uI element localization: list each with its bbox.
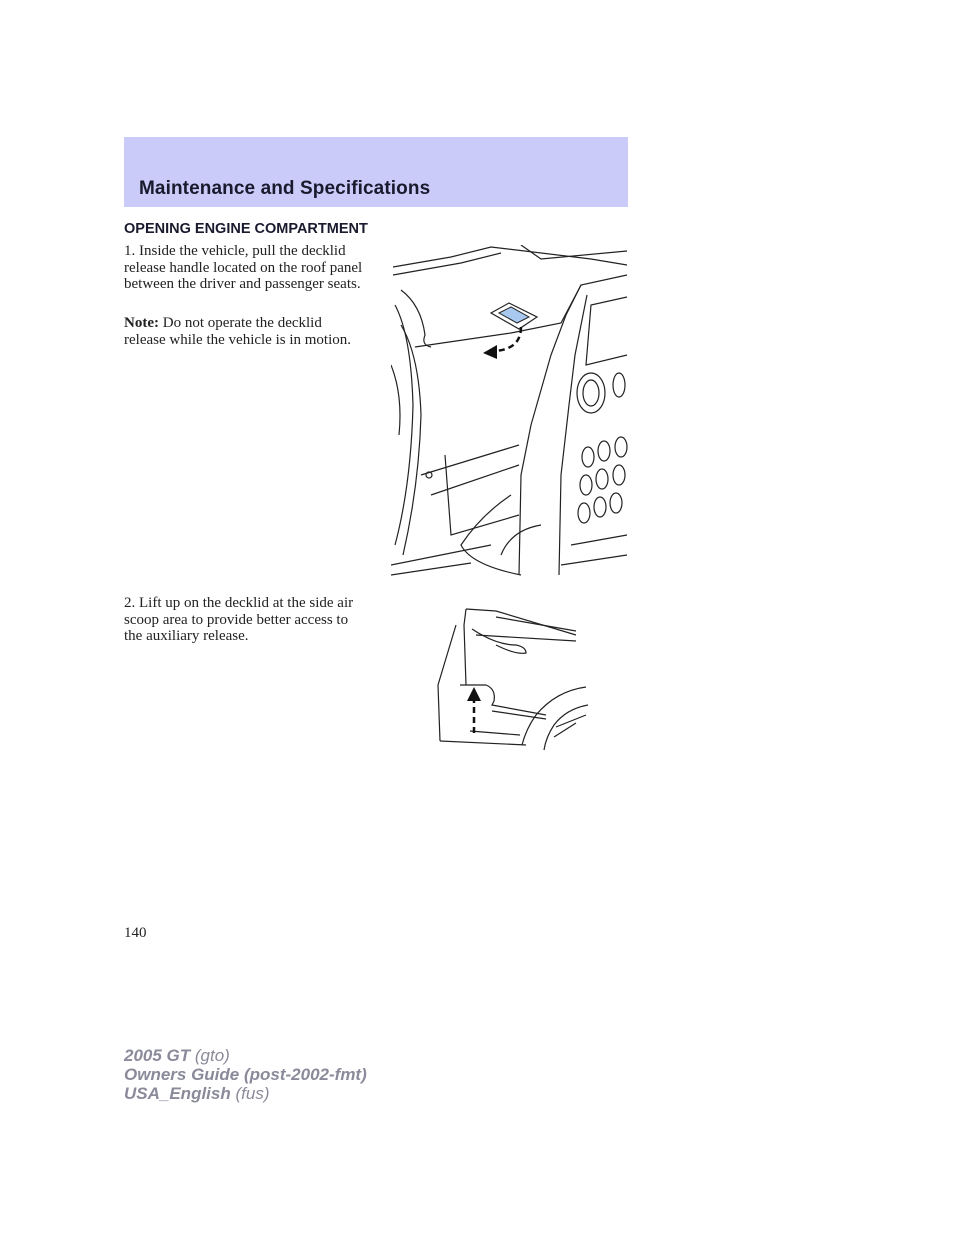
decklid-release-handle [491,303,537,329]
page-number: 140 [124,925,147,941]
document-footer [124,1046,367,1103]
footer-line-1 [124,1046,367,1065]
footer-line-2 [124,1065,367,1084]
step-2-text: 2. Lift up on the decklid at the side air scoop area to provide better access to the auxiliary release. [124,595,354,645]
note-paragraph [124,315,364,348]
step-1-text: 1. Inside the vehicle, pull the decklid release handle located on the roof panel between the driver and passenger seats. [124,243,363,293]
footer-language: USA_English [124,1084,231,1103]
footer-guide: Owners Guide (post-2002-fmt) [124,1065,367,1084]
subheading-opening-engine-compartment: OPENING ENGINE COMPARTMENT [124,221,368,237]
footer-language-code: (fus) [235,1084,270,1103]
side-air-scoop-illustration [436,605,588,752]
note-text: Do not operate the decklid release while the vehicle is in motion. [124,315,352,348]
section-title: Maintenance and Specifications [139,178,431,199]
footer-line-3 [124,1084,367,1103]
note-label: Note: [124,315,159,331]
interior-release-handle-illustration [391,245,629,577]
footer-model-code: (gto) [194,1046,230,1065]
footer-model: 2005 GT [124,1046,191,1065]
